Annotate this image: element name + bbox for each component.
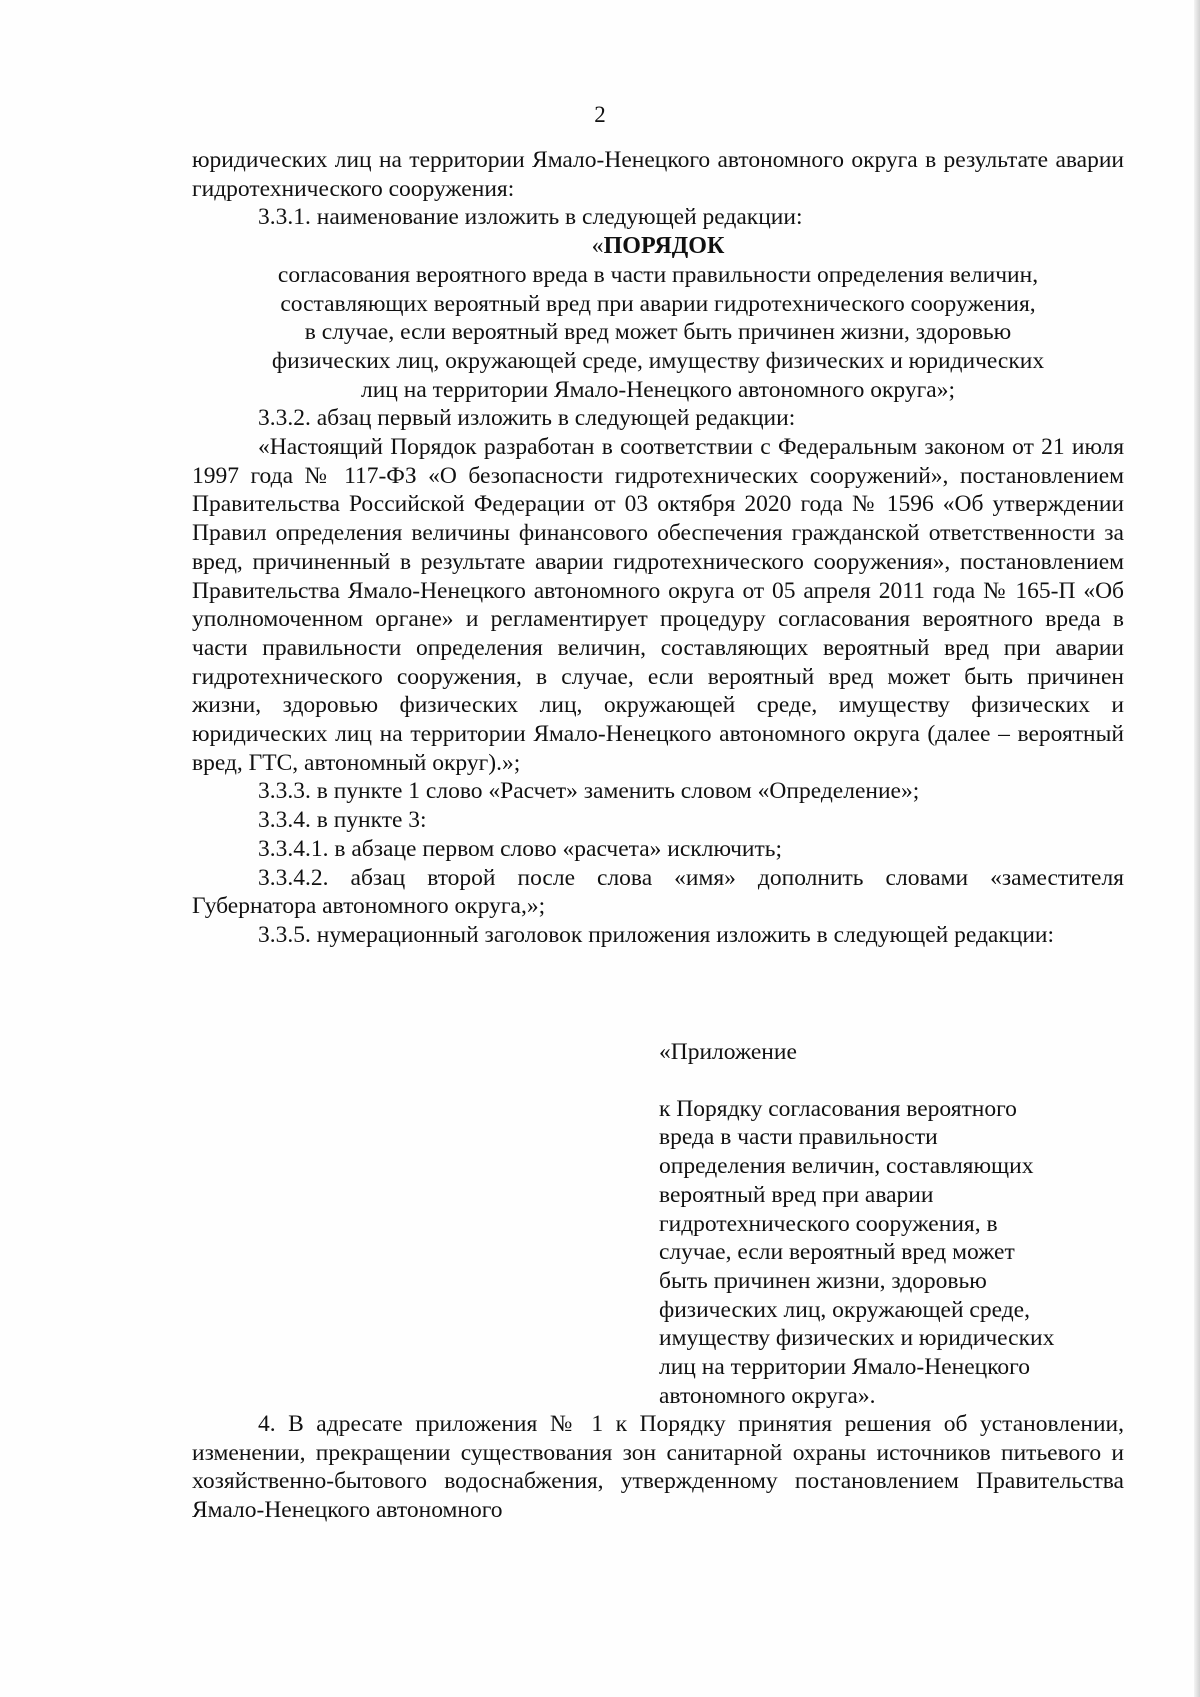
order-title-word: ПОРЯДОК — [603, 233, 725, 260]
body-text-lower — [192, 1410, 1124, 1525]
intro-paragraph: юридических лиц на территории Ямало-Ненецкого автономного округа в результате аварии гидротехнического сооружения: — [192, 147, 1124, 202]
order-title-quote: « — [591, 233, 604, 260]
item-3-3-4-2: 3.3.4.2. абзац второй после слова «имя» дополнить словами «заместителя Губернатора автономного округа,»; — [192, 864, 1124, 920]
quoted-paragraph: «Настоящий Порядок разработан в соответствии с Федеральным законом от 21 июля 1997 года № 117-ФЗ «О безопасности гидротехнических сооружений», постановлением Правительства Российской Федерации от 03 октября 2020 года № 1596 «Об утверждении Правил определения величины финансового обеспечения гражданской ответственности за вред, причиненный в результате аварии гидротехнического сооружения», постановлением Правительства Ямало-Ненецкого автономного округа от 05 апреля 2011 года № 165-П «Об уполномоченном органе» и регламентирует процедуру согласования вероятного вреда в части правильности определения величин, составляющих вероятный вред при аварии гидротехнического сооружения, в случае, если вероятный вред может быть причинен жизни, здоровью физических лиц, окружающей среде, имуществу физических и юридических лиц на территории Ямало-Ненецкого автономного округа (далее – вероятный вред, ГТС, автономный округ).»; — [192, 434, 1124, 776]
order-subtitle-line: физических лиц, окружающей среде, имуществу физических и юридических — [271, 347, 1045, 374]
order-subtitle-line: составляющих вероятный вред при аварии гидротехнического сооружения, — [280, 290, 1036, 317]
item-3-3-3: 3.3.3. в пункте 1 слово «Расчет» заменить словом «Определение»; — [258, 778, 920, 805]
appendix-spacer — [659, 1067, 1129, 1095]
body-text-upper — [192, 146, 1124, 950]
item-3-3-5: 3.3.5. нумерационный заголовок приложения изложить в следующей редакции: — [258, 921, 1055, 948]
item-4: 4. В адресате приложения № 1 к Порядку принятия решения об установлении, изменении, прекращении существования зон санитарной охраны источников питьевого и хозяйственно-бытового водоснабжения, утвержденному постановлением Правительства Ямало-Ненецкого автономного — [192, 1411, 1124, 1524]
item-3-3-2: 3.3.2. абзац первый изложить в следующей редакции: — [258, 405, 796, 432]
appendix-block — [659, 1038, 1129, 1410]
order-subtitle-line: согласования вероятного вреда в части правильности определения величин, — [277, 261, 1039, 288]
page-edge-shadow — [1194, 0, 1200, 1697]
appendix-heading: «Приложение — [659, 1039, 797, 1065]
item-3-3-4: 3.3.4. в пункте 3: — [258, 807, 427, 834]
order-subtitle-line: в случае, если вероятный вред может быть причинен жизни, здоровью — [304, 319, 1012, 346]
order-title — [192, 232, 1124, 261]
page-number: 2 — [594, 102, 606, 127]
item-3-3-4-1: 3.3.4.1. в абзаце первом слово «расчета» исключить; — [258, 835, 783, 862]
order-subtitle — [212, 261, 1104, 405]
item-3-3-1: 3.3.1. наименование изложить в следующей редакции: — [258, 204, 803, 231]
appendix-caption: к Порядку согласования вероятного вреда в части правильности определения величин, составляющих вероятный вред при аварии гидротехнического сооружения, в случае, если вероятный вред может быть причинен жизни, здоровью физических лиц, окружающей среде, имуществу физических и юридических лиц на территории Ямало-Ненецкого автономного округа». — [659, 1095, 1055, 1409]
order-subtitle-line: лиц на территории Ямало-Ненецкого автономного округа»; — [361, 376, 955, 403]
